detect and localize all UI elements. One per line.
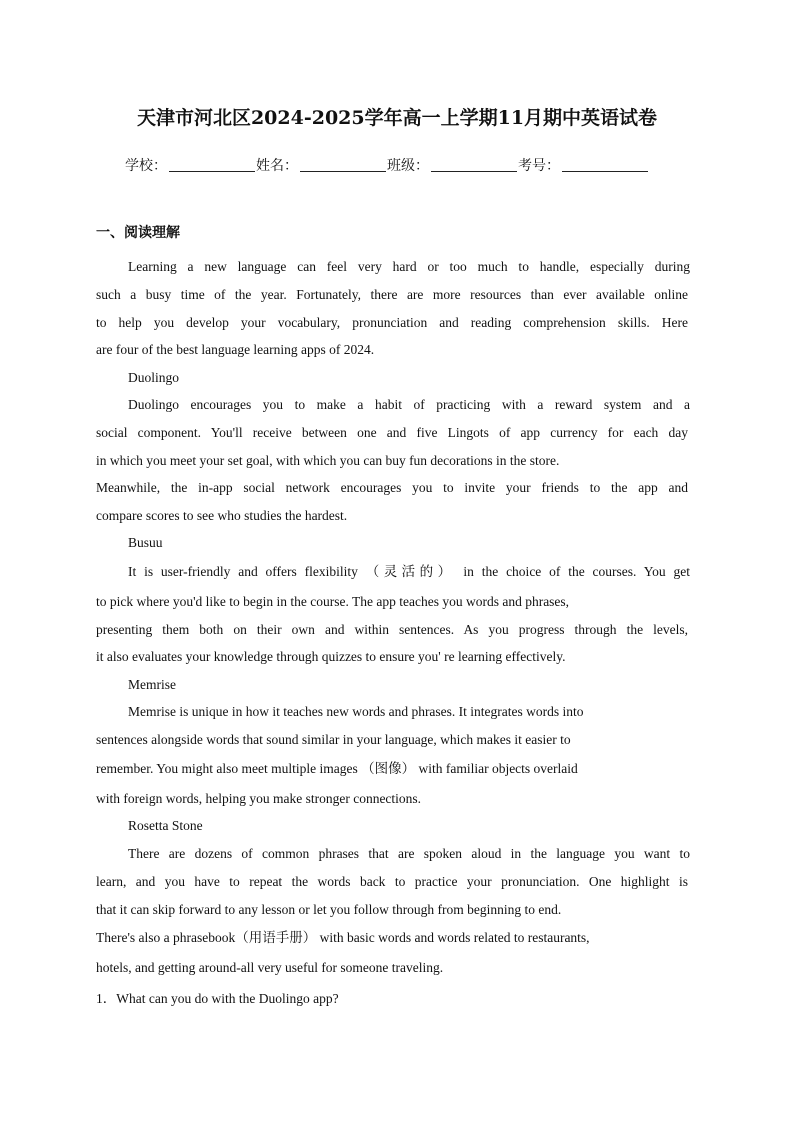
passage-line: Duolingo encourages you to make a habit of practicing with a reward system and a <box>128 397 690 412</box>
school-label: 学校： <box>125 158 167 174</box>
passage-line: It is user-friendly and offers flexibility （灵活的） in the choice of the courses. You get <box>128 564 690 579</box>
app-heading-rosetta-stone: Rosetta Stone <box>128 818 203 833</box>
passage-line: remember. You might also meet multiple images （图像） with familiar objects overlaid <box>96 761 578 776</box>
passage-line: hotels, and getting around-all very useful for someone traveling. <box>96 960 444 975</box>
number-label: 考号： <box>518 158 560 174</box>
section-heading: 一、阅读理解 <box>96 225 180 241</box>
passage-line: such a busy time of the year. Fortunately, there are more resources than ever available online <box>96 287 688 302</box>
passage-line: sentences alongside words that sound similar in your language, which makes it easier to <box>96 732 571 747</box>
passage-line: There are dozens of common phrases that are spoken aloud in the language you want to <box>128 846 690 861</box>
student-info-row <box>125 155 649 175</box>
name-label: 姓名： <box>256 158 298 174</box>
passage-line: it also evaluates your knowledge through quizzes to ensure you' re learning effectively. <box>96 649 566 664</box>
passage-line: Memrise is unique in how it teaches new words and phrases. It integrates words into <box>128 704 584 719</box>
passage-line: There's also a phrasebook（用语手册） with basic words and words related to restaurants, <box>96 930 590 945</box>
passage-line: Learning a new language can feel very hard or too much to handle, especially during <box>128 259 690 274</box>
passage-line: to pick where you'd like to begin in the course. The app teaches you words and phrases, <box>96 594 570 609</box>
exam-title: 天津市河北区2024-2025学年高一上学期11月期中英语试卷 <box>136 107 658 129</box>
class-blank[interactable] <box>431 157 517 172</box>
name-blank[interactable] <box>300 157 386 172</box>
passage-line: presenting them both on their own and within sentences. As you progress through the levels, <box>96 622 688 637</box>
app-heading-duolingo: Duolingo <box>128 370 180 385</box>
passage-line: compare scores to see who studies the hardest. <box>96 508 348 523</box>
passage-line: to help you develop your vocabulary, pronunciation and reading comprehension skills. Here <box>96 315 688 330</box>
number-blank[interactable] <box>562 157 648 172</box>
passage-line: that it can skip forward to any lesson or let you follow through from beginning to end. <box>96 902 562 917</box>
class-label: 班级： <box>387 158 429 174</box>
school-blank[interactable] <box>169 157 255 172</box>
passage-line: learn, and you have to repeat the words back to practice your pronunciation. One highlight is <box>96 874 688 889</box>
app-heading-memrise: Memrise <box>128 677 176 692</box>
app-heading-busuu: Busuu <box>128 535 163 550</box>
passage-line: with foreign words, helping you make stronger connections. <box>96 791 422 806</box>
passage-line: social component. You'll receive between one and five Lingots of app currency for each day <box>96 425 688 440</box>
passage-line: Meanwhile, the in-app social network encourages you to invite your friends to the app and <box>96 480 688 495</box>
passage-line: are four of the best language learning apps of 2024. <box>96 342 375 357</box>
passage-line: in which you meet your set goal, with which you can buy fun decorations in the store. <box>96 453 560 468</box>
question-1: 1．What can you do with the Duolingo app? <box>96 991 339 1006</box>
